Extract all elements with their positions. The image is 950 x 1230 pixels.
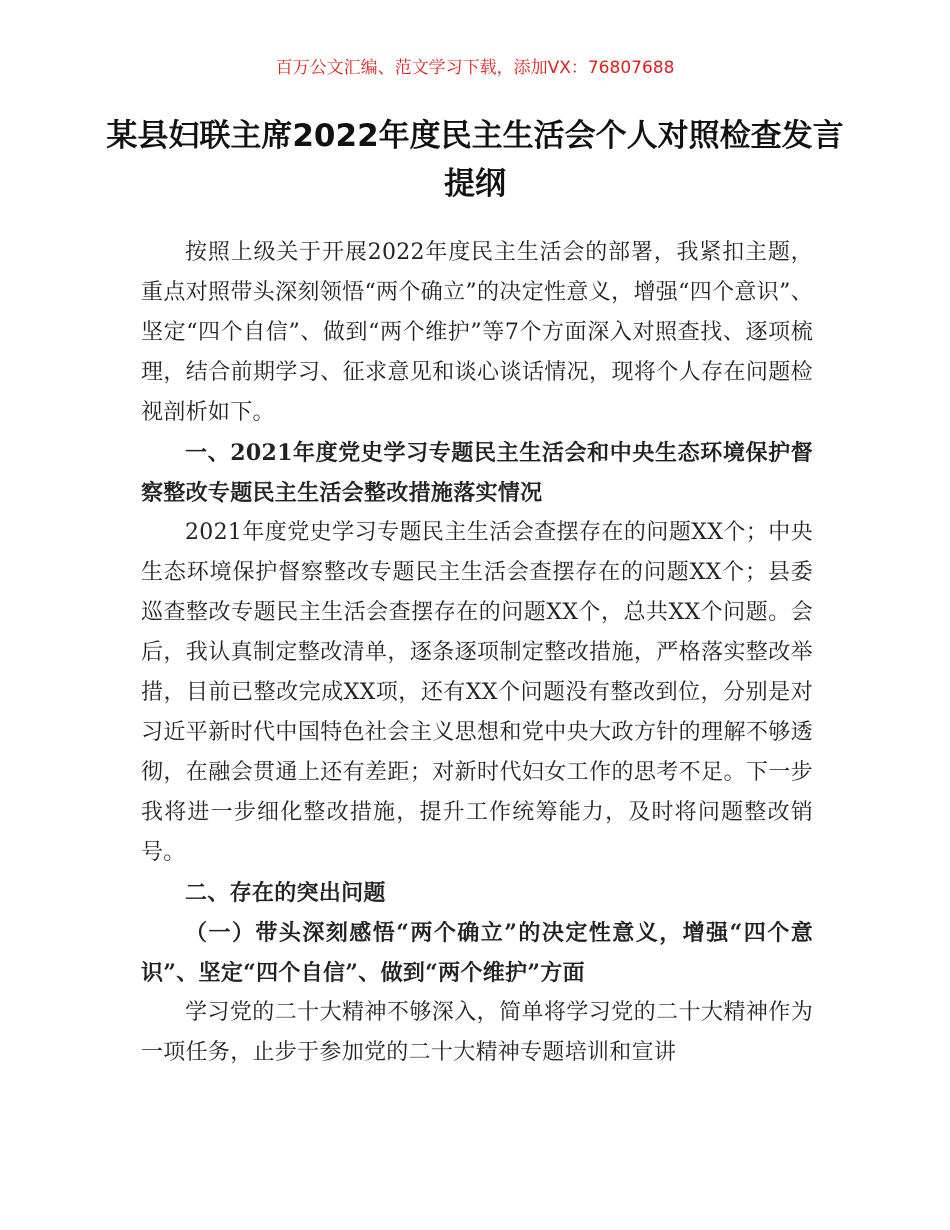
watermark-text: 百万公文汇编、范文学习下载，添加VX：76807688 (275, 58, 675, 78)
section-1-paragraph: 2021年度党史学习专题民主生活会查摆存在的问题XX个；中央生态环境保护督察整改专题民主生活会查摆存在的问题XX个；县委巡查整改专题民主生活会查摆存在的问题XX个，总共XX个问题。会后，我认真制定整改清单，逐条逐项制定整改措施，严格落实整改举措，目前已整改完成XX项，还有XX个问题没有整改到位，分别是对习近平新时代中国特色社会主义思想和党中央大政方针的理解不够透彻，在融会贯通上还有差距；对新时代妇女工作的思考不足。下一步我将进一步细化整改措施，提升工作统筹能力，及时将问题整改销号。 (141, 520, 813, 865)
section-heading-2: 二、存在的突出问题 (185, 880, 386, 906)
subsection-heading-1: （一）带头深刻感悟“两个确立”的决定性意义，增强“四个意识”、坚定“四个自信”、做到“两个维护”方面 (141, 920, 813, 986)
section-heading-1: 一、2021年度党史学习专题民主生活会和中央生态环境保护督察整改专题民主生活会整改措施落实情况 (141, 440, 813, 506)
section-2-paragraph: 学习党的二十大精神不够深入，简单将学习党的二十大精神作为一项任务，止步于参加党的二十大精神专题培训和宣讲 (141, 1000, 813, 1065)
document-body (141, 233, 813, 1073)
document-title: 某县妇联主席2022年度民主生活会个人对照检查发言提纲 (106, 118, 844, 202)
intro-paragraph: 按照上级关于开展2022年度民主生活会的部署，我紧扣主题，重点对照带头深刻领悟“两个确立”的决定性意义，增强“四个意识”、坚定“四个自信”、做到“两个维护”等7个方面深入对照查找、逐项梳理，结合前期学习、征求意见和谈心谈话情况，现将个人存在问题检视剖析如下。 (141, 240, 813, 425)
